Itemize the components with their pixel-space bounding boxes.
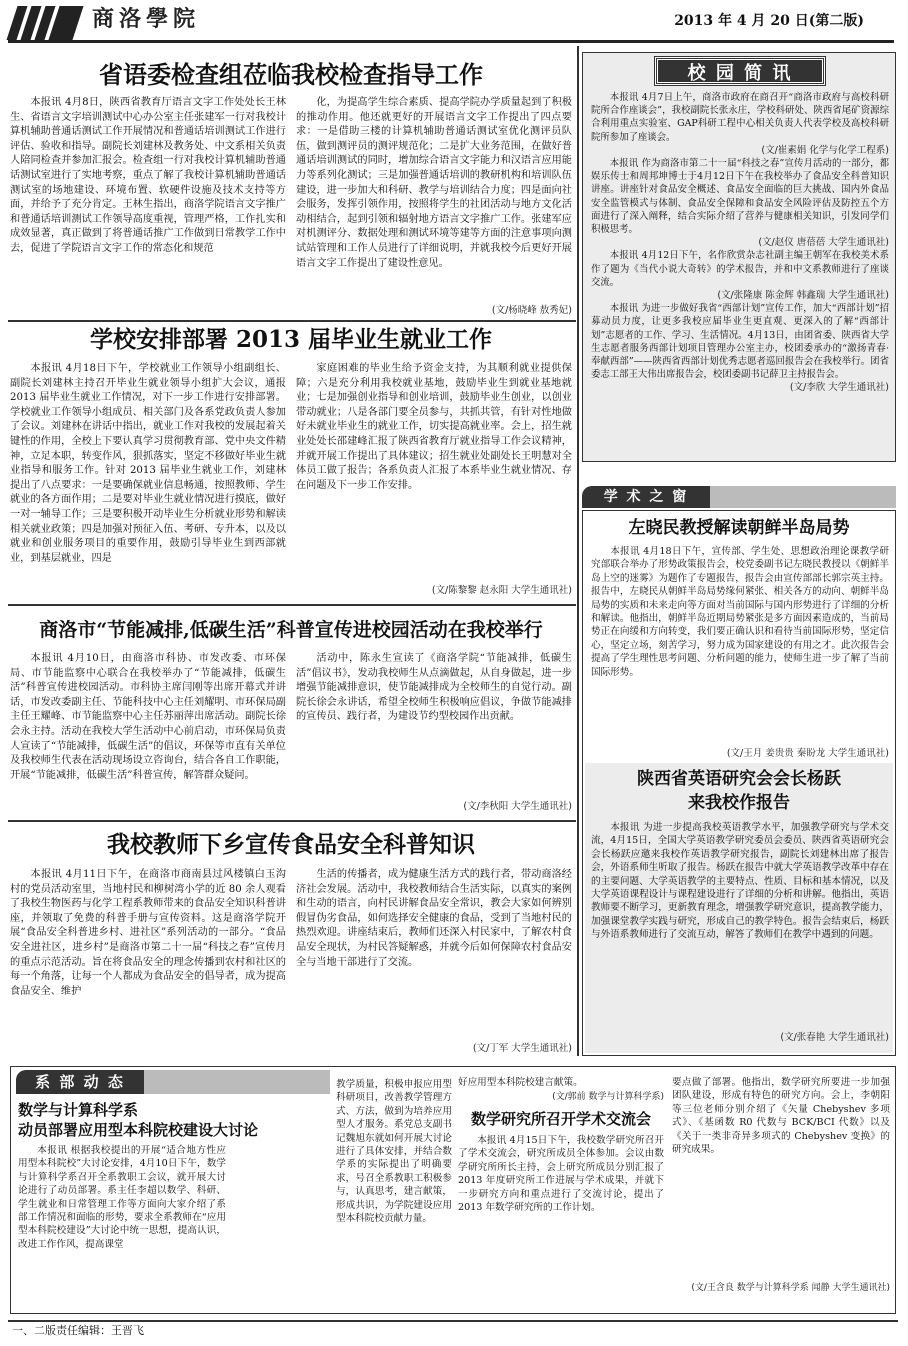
campus-briefs-heading: 校 园 简 讯 xyxy=(655,57,825,85)
academic-window-box xyxy=(582,510,896,1056)
article-body xyxy=(296,868,572,1042)
article-paragraph: 本报讯 4月18日下午，宣传部、学生处、思想政治理论课教学研究部联合举办了形势政策报告会，校党委副书记左晓民教授以《朝鲜半岛上空的迷雾》为题作了专题报告，报告会由宣传部部长郭宗英主持。报告中，左晓民从朝鲜半岛局势缘何紧张、相关各方的动向、朝鲜半岛局势的实质和未来走向等方面对当前国际与国内形势进行了详细的分析和解读。他指出，朝鲜半岛近期局势紧张是多方面因素造成的，当前局势正在向缓和方向转变，我们要正确认识和看待当前国际形势，坚定信心，坚定立场，刻苦学习，努力成为国家建设的有用之才。此次报告会提高了学生理性思考问题、分析问题的能力，使师生进一步了解了当前国际形势。 xyxy=(591,546,889,678)
campus-briefs-box xyxy=(582,52,896,462)
brief-text: 本报讯 作为商洛市第二十一届“科技之春”宣传月活动的一部分，都娱乐传士和周邦坤博士于4月12日下午在我校举办了食品安全科普知识讲座。讲座针对食品安全概述、食品安全面临的巨大挑战、国内外食品安全监管模式与体制、食品安全保障和食品安全风险评估及防控五个方面进行了深入阐释，结合实际介绍了营养与健康相关知识，引发同学们积极思考。 xyxy=(591,158,889,236)
article-paragraph: 生活的传播者，成为健康生活方式的践行者，带动商洛经济社会发展。活动中，我校教师结合生活实际，以真实的案例和生动的语言，向村民讲解食品安全常识，教会大家如何辨别假冒伪劣食品，如何选择安全健康的食品，受到了当地村民的热烈欢迎。讲座结束后，教师们还深入村民家中，了解农村食品安全现状，为村民答疑解惑，并就今后如何保障农村食品安全与当地干部进行了交流。 xyxy=(296,869,572,968)
brief-item xyxy=(591,249,889,302)
article-body xyxy=(10,652,286,812)
article-paragraph: 教学质量，积极申报应用型科研项目，改善教学管理方式、方法，做到为培养应用型人才服务。系党总支副书记魏旭东就如何开展大讨论进行了具体安排，并结合数学系的实际提出了明确要求，号召全系教职工积极参与，认真思考，建言献策，形成共识，为学院建设应用型本科院校贡献力量。 xyxy=(336,1079,452,1225)
section-rule xyxy=(8,820,576,822)
article-headline: 来我校作报告 xyxy=(688,793,790,813)
article-headline: 省语委检查组莅临我校检查指导工作 xyxy=(99,60,483,89)
article-paragraph: 本报讯 为进一步提高我校英语教学水平，加强教学研究与学术交流，4月15日，全国大学英语教学研究委员会委员、陕西省英语研究会会长杨跃应邀来我校作英语教学研究报告，副院长刘建林出席了报告会，外语系师生听取了报告。杨跃在报告中就大学英语教学改革中存在的主要问题、大学英语教学的主要特点、性质、目标和基本情况，以及大学英语课程设计与课程建设进行了详细的分析和讲解。他指出，英语教师要不断学习，更新教育理念，增强教学研究意识，提高教学能力，加强课堂教学实践与研究，形成自己的教学特色。报告会结束后，杨跃与外语系教师进行了交流互动，解答了教师们在教学中遇到的问题。 xyxy=(591,822,889,941)
article-byline: (文/张春艳 大学生通讯社) xyxy=(780,1032,889,1043)
article-byline: (文/杨晓峰 敖秀妃) xyxy=(491,305,572,316)
brief-byline: (文/张隆康 陈金辉 韩鑫瑞 大学生通讯社) xyxy=(717,290,889,302)
article-body xyxy=(296,652,572,800)
brief-item xyxy=(591,91,889,157)
footer-rule xyxy=(8,1320,898,1322)
brief-text: 本报讯 4月7日上午，商洛市政府在商召开“商洛市政府与高校科研院所合作座谈会”，我校副院长张永庄，学校科研处、陕西省尾矿资源综合利用重点实验室、GAP科研工程中心相关负责人代表学校及高校科研院所参加了座谈会。 xyxy=(591,92,889,143)
article-byline: (文/王月 姜贵贵 秦盼龙 大学生通讯社) xyxy=(726,748,889,759)
article-body xyxy=(232,1078,452,1310)
brief-text: 本报讯 4月12日下午，名作欣赏杂志社副主编王朝军在我校美术系作了题为《当代小说大奇转》的学术报告，并和中文系教师进行了座谈交流。 xyxy=(591,250,889,288)
brief-byline: (文/崔素娟 化学与化学工程系) xyxy=(761,144,889,156)
article-paragraph: 本报讯 根据我校提出的开展“适合地方性应用型本科院校”大讨论安排，4月10日下午，数学与计算科学系召开全系教职工会议，就开展大讨论进行了动员部署。系主任李超以数学、科研、学生就业和日常管理工作等方面向大家介绍了系部工作情况和面临的形势，要求全系教师在“应用型本科院校建设”大讨论中统一思想，提高认识，改进工作作风，提高课堂 xyxy=(18,1145,226,1250)
editor-credit: 一、二版责任编辑：王晋飞 xyxy=(12,1324,144,1337)
brief-item xyxy=(591,302,889,394)
article-headline: 学校安排部署 2013 届毕业生就业工作 xyxy=(89,326,493,353)
article-body xyxy=(10,96,286,304)
article-body xyxy=(458,1134,664,1310)
article-body xyxy=(591,821,889,1029)
article-headline: 数学研究所召开学术交流会 xyxy=(470,1110,651,1128)
article-headline: 左晓民教授解读朝鲜半岛局势 xyxy=(628,518,850,538)
article-paragraph: 家庭困难的毕业生给予资金支持，为其顺利就业提供保障；六是充分利用我校就业基地，鼓励毕业生到就业基地就业；七是加强创业指导和创业培训，鼓励毕业生创业，以创业带动就业；八是各部门要全员参与，共抓共管，有针对性地做好未就业毕业生的就业工作，切实提高就业率。会上，招生就业处处长邵建峰汇报了陕西省教育厅就业指导工作会议精神，并就开展工作提出了具体建议；招生就业处副处长王明慧对全体员工做了报告；各系负责人汇报了本系毕业生就业情况、存在问题及下一步工作安排。 xyxy=(296,363,572,491)
article-byline: (文/李秋阳 大学生通讯社) xyxy=(463,801,572,812)
section-rule xyxy=(8,604,576,606)
article-paragraph: 好应用型本科院校建言献策。 xyxy=(458,1077,583,1088)
masthead xyxy=(0,0,908,44)
article-headline: 商洛市“节能减排,低碳生活”科普宣传进校园活动在我校举行 xyxy=(39,619,543,641)
masthead-rule xyxy=(8,40,894,43)
article-headline: 我校教师下乡宣传食品安全科普知识 xyxy=(107,831,475,858)
brief-byline: (文/李欣 大学生通讯社) xyxy=(789,382,889,394)
article-body xyxy=(591,545,889,745)
brief-text: 本报讯 为进一步做好我省“西部计划”宣传工作，加大“西部计划”招募动员力度，让更多我校应届毕业生更直观、更深入的了解“西部计划”志愿者的工作、学习、生活情况。4月13日，由团省委、陕西省大学生志愿者服务西部计划项目管理办公室主办，校团委承办的“激扬青春·奉献西部”——陕西省西部计划优秀志愿者巡回报告会在我校举行。团省委志工部王大伟出席报告会，校团委副书记薛卫主持报告会。 xyxy=(591,303,889,381)
brief-list xyxy=(591,91,889,395)
department-news-heading: 系 部 动 态 xyxy=(16,1070,144,1094)
academic-window-heading: 学 术 之 窗 xyxy=(582,486,710,508)
article-body xyxy=(10,362,286,594)
article-body xyxy=(458,1076,664,1090)
article-paragraph: 活动中，陈永生宣读了《商洛学院“节能减排，低碳生活”倡议书》，发动我校师生从点滴做起，从自身做起，进一步增强节能减排意识，使节能减排成为全校师生的自觉行动。副院长徐会永讲话，希望全校师生积极响应倡议，争做节能减排的宣传员、践行者，为建设节约型校园作出贡献。 xyxy=(296,653,572,723)
brief-item xyxy=(591,157,889,249)
brief-byline: (文/赵仪 唐蓓蓓 大学生通讯社) xyxy=(758,237,889,249)
article-byline: (文/郭前 数学与计算科学系) xyxy=(552,1092,664,1102)
section-rule xyxy=(8,320,576,322)
article-headline: 动员部署应用型本科院校建设大讨论 xyxy=(18,1121,259,1139)
article-byline: (文/王含良 数学与计算科学系 闻静 大学生通讯社) xyxy=(691,1283,890,1293)
article-body xyxy=(296,362,572,584)
academic-window-heading-bar xyxy=(710,486,896,508)
article-body xyxy=(672,1076,890,1280)
article-body xyxy=(10,868,286,1056)
masthead-logo: 商洛學院 xyxy=(92,6,201,32)
article-paragraph: 化，为提高学生综合素质、提高学院办学质量起到了积极的推动作用。他还就更好的开展语言文字工作提出了四点要求：一是借助三楼的计算机辅助普通话测试室优化测评员队伍，做到测评员的测评规范化；二是扩大业务范围，在做好普通话培训测试的同时，增加综合语言文字能力和汉语言应用能力等系列化测试；三是加强普通话培训的教研机构和培训队伍建设，进一步加大和科研、教学与培训结合力度；四是面向社会服务，发挥引领作用，按照将学生的社团活动与地方文化活动相结合，起到引领和辐射地方语言文字推广工作。张建军应对机测评分、数据处理和测试环境等建等方面的注意事项向测试站管理和工作人员进行了详细说明，并就我校今后更好开展语言文字工作提出了建设性意见。 xyxy=(296,97,572,269)
article-headline: 陕西省英语研究会会长杨跃 xyxy=(637,769,841,789)
article-byline: (文/陈黎黎 赵永阳 大学生通讯社) xyxy=(431,585,572,596)
article-paragraph: 本报讯 4月10日，由商洛市科协、市发改委、市环保局、市节能监察中心联合在我校举办了“节能减排，低碳生活”科普宣传进校园活动。市科协主席闫刚等出席开幕式并讲话，市发改委副主任、节能科技中心主任刘耀明、市环保局副主任王耀峰、市节能监察中心主任苏丽萍出席活动。副院长徐会永主持。活动在我校大学生活动中心前启动，市环保局负责人宣读了“节能减排，低碳生活”的倡议，环保等市直有关单位及我校师生代表在活动现场设立咨询台，结合各自工作职能，开展“节能减排，低碳生活”科普宣传，解答群众疑问。 xyxy=(10,653,286,781)
article-paragraph: 本报讯 4月15日下午，我校数学研究所召开了学术交流会，研究所成员全体参加。会议由数学研究所所长主持，会上研究所成员分别汇报了 2013 年度研究所工作进展与学术成果，并就下一步研究方向和重点进行了交流讨论，提出了 2013 年数学研究所的工作计划。 xyxy=(458,1135,664,1214)
article-byline: (文/丁军 大学生通讯社) xyxy=(472,1043,572,1054)
issue-date: 2013 年 4 月 20 日(第二版) xyxy=(674,13,864,29)
article-paragraph: 本报讯 4月18日下午，学校就业工作领导小组副组长、副院长刘建林主持召开毕业生就业领导小组扩大会议，通报 2013 届毕业生就业工作情况，对下一步工作进行安排部署。学校就业工作领导小组成员、相关部门及各系党政负责人参加了会议。刘建林在讲话中指出，就业工作对我校的发展起着关键性的作用，全校上下要认真学习贯彻教育部、党中央文件精神，立足本职，转变作风，狠抓落实，坚定不移做好毕业生就业指导和服务工作。针对 2013 届毕业生就业工作，刘建林提出了八点要求：一是要确保就业信息畅通，按照教师、学生就业的各方面作用；二是要对毕业生就业情况进行摸底，做好一对一辅导工作；三是要积极开动毕业生分析就业形势和解读相关就业政策；四是加强对预征入伍、考研、专升本，以及以就业和创业服务项目的重要作用，鼓励引导毕业生到西部就业，到基层就业，四是 xyxy=(10,363,286,564)
article-body xyxy=(296,96,572,304)
article-body xyxy=(18,1144,226,1310)
column-divider xyxy=(577,46,579,1056)
article-paragraph: 本报讯 4月11日下午，在商洛市商南县过风楼镇白玉沟村的党员活动室里，当地村民和柳树湾小学的近 80 余人观看了我校生物医药与化学工程系教师带来的食品安全知识科普讲座，并领取了免费的科普手册与宣传资料。这是商洛学院开展“食品安全科普进乡村、进社区”系列活动的一部分。“食品安全进社区，进乡村”是商洛市第二十一届“科技之春”宣传月的重点示范活动。旨在将食品安全的理念传播到农村和社区的每一个角落，让每一个人都成为食品安全的倡导者，成为提高食品安全、维护 xyxy=(10,869,286,997)
article-paragraph: 要点做了部署。他指出，数学研究所要进一步加强团队建设，形成有特色的研究方向。会上，李朝阳等三位老师分别介绍了《矢量 Chebyshev 多项式》、《基函数 R0 代数与 BCK/BCI 代数》以及《关于一类非奇异多项式的 Chebyshev 变换》的研究成果。 xyxy=(672,1077,890,1156)
article-headline: 数学与计算科学系 xyxy=(18,1101,139,1119)
article-paragraph: 本报讯 4月8日，陕西省教育厅语言文字工作处处长王林生、省语言文字培训测试中心办公室主任张建军一行对我校计算机辅助普通话测试工作开展情况和普通话培训测试工作进行评估、验收和指导。副院长刘建林及教务处、中文系相关负责人陪同检查并参加汇报会。检查组一行对我校计算机辅助普通话测试室进行了实地考察，重点了解了我校计算机辅助普通话测试室的场地建设、环境布置、软硬件设施及技术支持等方面，并给予了充分肯定。王林生指出，商洛学院语言文字推广和普通话培训测试工作领导高度重视，管理严格，工作扎实和成效显著，真正做到了将普通话推广工作做到日常教学工作中去，促进了学院语言文字工作的常态化和规范 xyxy=(10,97,286,254)
